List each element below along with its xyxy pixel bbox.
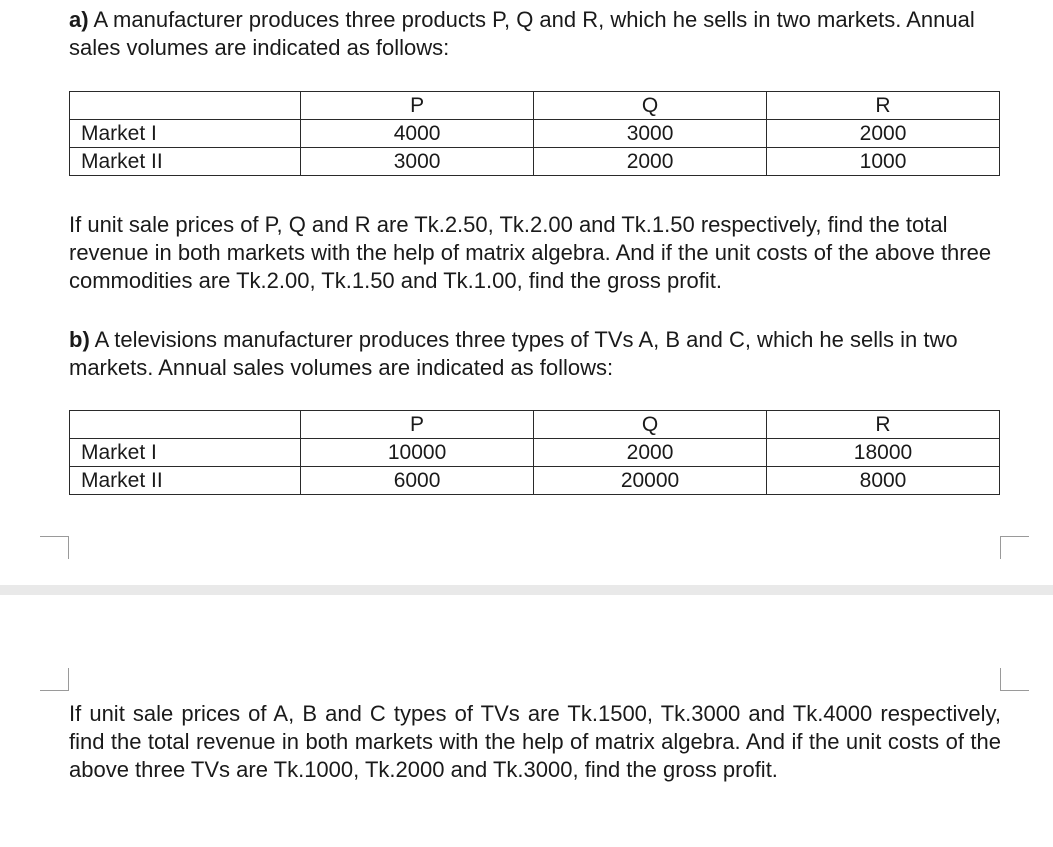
page-break bbox=[0, 585, 1053, 595]
part-b-intro bbox=[69, 326, 1001, 382]
part-a-intro bbox=[69, 6, 1001, 62]
table-header-cell: P bbox=[301, 92, 534, 120]
sales-table-b bbox=[69, 410, 1000, 495]
table-row bbox=[70, 467, 1000, 495]
part-a-label: a) bbox=[69, 7, 89, 32]
table-cell: 6000 bbox=[301, 467, 534, 495]
table-cell: 2000 bbox=[534, 148, 767, 176]
part-b-intro-text: A televisions manufacturer produces three types of TVs A, B and C, which he sells in two markets. Annual sales volumes are indicated as follows: bbox=[69, 327, 958, 380]
table-cell: 3000 bbox=[534, 120, 767, 148]
table-cell: 2000 bbox=[534, 439, 767, 467]
row-label: Market II bbox=[70, 148, 301, 176]
table-header-cell: R bbox=[767, 92, 1000, 120]
table-header-cell bbox=[70, 92, 301, 120]
table-cell: 3000 bbox=[301, 148, 534, 176]
table-cell: 10000 bbox=[301, 439, 534, 467]
table-row bbox=[70, 120, 1000, 148]
part-a-question: If unit sale prices of P, Q and R are Tk.2.50, Tk.2.00 and Tk.1.50 respectively, find the total revenue in both markets with the help of matrix algebra. And if the unit costs of the above three commodities are Tk.2.00, Tk.1.50 and Tk.1.00, find the gross profit. bbox=[69, 212, 992, 293]
table-row bbox=[70, 148, 1000, 176]
table-row bbox=[70, 439, 1000, 467]
margin-corner-mark bbox=[1000, 668, 1029, 691]
row-label: Market I bbox=[70, 439, 301, 467]
table-cell: 1000 bbox=[767, 148, 1000, 176]
part-b-label: b) bbox=[69, 327, 90, 352]
margin-corner-mark bbox=[40, 668, 69, 691]
table-header-cell: R bbox=[767, 411, 1000, 439]
table-header-cell: Q bbox=[534, 92, 767, 120]
table-cell: 8000 bbox=[767, 467, 1000, 495]
row-label: Market II bbox=[70, 467, 301, 495]
table-header-cell: P bbox=[301, 411, 534, 439]
table-header-cell: Q bbox=[534, 411, 767, 439]
table-header-row bbox=[70, 411, 1000, 439]
margin-corner-mark bbox=[1000, 536, 1029, 559]
part-b-question: If unit sale prices of A, B and C types of TVs are Tk.1500, Tk.3000 and Tk.4000 respectively, find the total revenue in both markets with the help of matrix algebra. And if the unit costs of the above three TVs are Tk.1000, Tk.2000 and Tk.3000, find the gross profit. bbox=[69, 701, 1001, 782]
table-cell: 18000 bbox=[767, 439, 1000, 467]
margin-corner-mark bbox=[40, 536, 69, 559]
table-cell: 2000 bbox=[767, 120, 1000, 148]
sales-table-a bbox=[69, 91, 1000, 176]
table-header-row bbox=[70, 92, 1000, 120]
part-a-intro-text: A manufacturer produces three products P, Q and R, which he sells in two markets. Annual sales volumes are indicated as follows: bbox=[69, 7, 975, 60]
table-cell: 4000 bbox=[301, 120, 534, 148]
table-header-cell bbox=[70, 411, 301, 439]
row-label: Market I bbox=[70, 120, 301, 148]
table-cell: 20000 bbox=[534, 467, 767, 495]
